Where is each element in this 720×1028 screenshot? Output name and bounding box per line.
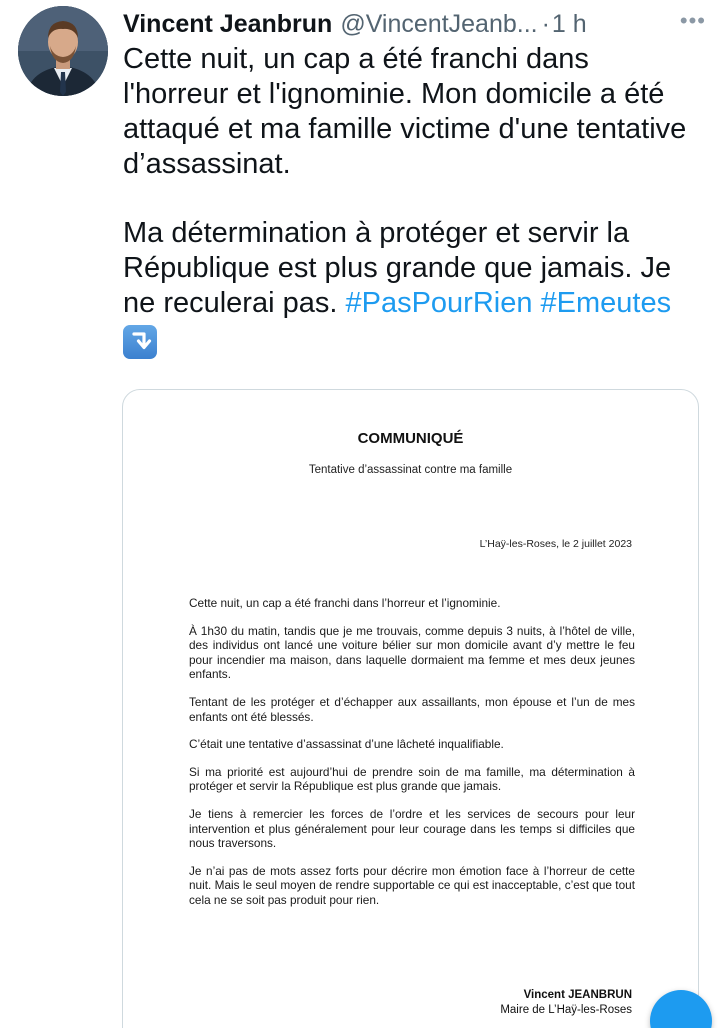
tweet-paragraph-2 xyxy=(123,216,693,321)
document-place-date: L’Haÿ-les-Roses, le 2 juillet 2023 xyxy=(479,538,632,550)
more-horizontal-icon[interactable]: ••• xyxy=(679,8,706,33)
header-separator: · xyxy=(541,9,550,38)
tweet-header xyxy=(123,8,713,40)
document-title: COMMUNIQUÉ xyxy=(357,430,464,447)
signer-name: Vincent JEANBRUN xyxy=(523,989,632,1001)
avatar-photo xyxy=(18,6,108,96)
document-body xyxy=(189,596,635,921)
document-paragraph: Tentant de les protéger et d’échapper aux assaillants, mon épouse et l’un de mes enfants ont été blessés. xyxy=(189,694,635,724)
tweet-text xyxy=(123,42,693,368)
document-signature-block xyxy=(500,988,632,1018)
author-handle[interactable]: @VincentJeanb... xyxy=(340,9,538,38)
tweet-paragraph-1: Cette nuit, un cap a été franchi dans l'horreur et l'ignominie. Mon domicile a été attaqué et ma famille victime d'une tentative d’assassinat. xyxy=(123,43,687,180)
tweet-paragraph-2-text: Ma détermination à protéger et servir la République est plus grande que jamais. Je ne reculerai pas. xyxy=(123,217,672,319)
attached-document-image[interactable] xyxy=(122,389,699,1028)
document-subtitle: Tentative d’assassinat contre ma famille xyxy=(308,464,513,476)
document-paragraph: Cette nuit, un cap a été franchi dans l’horreur et l’ignominie. xyxy=(189,596,501,610)
document-paragraph: Si ma priorité est aujourd’hui de prendre soin de ma famille, ma détermination à protéger et servir la République est plus grande que jamais. xyxy=(189,764,635,794)
tweet-timestamp[interactable]: 1 h xyxy=(551,9,587,38)
document-paragraph: C’était une tentative d’assassinat d’une lâcheté inqualifiable. xyxy=(189,737,504,752)
document-paragraph: Je n’ai pas de mots assez forts pour décrire mon émotion face à l’horreur de cette nuit. Mais le seul moyen de rendre supportable ce qui est inacceptable, c’est que tout cela ne se soit pas produit pour rien. xyxy=(189,863,635,907)
author-name[interactable]: Vincent Jeanbrun xyxy=(123,9,333,38)
author-avatar[interactable] xyxy=(18,6,108,96)
arrow-down-right-emoji-icon xyxy=(123,325,157,359)
hashtag-link-paspourrien[interactable]: #PasPourRien xyxy=(345,287,533,319)
document-paragraph: Je tiens à remercier les forces de l’ordre et les services de secours pour leur intervention et plus généralement pour leur courage dans les temps si difficiles que nous traversons. xyxy=(189,806,635,851)
document-paragraph: À 1h30 du matin, tandis que je me trouvais, comme depuis 3 nuits, à l’hôtel de ville, des individus ont lancé une voiture bélier sur mon domicile avant d’y mettre le feu pour incendier ma maison, dans laquelle dormaient ma femme et mes deux jeunes enfants. xyxy=(189,623,635,682)
signer-role: Maire de L’Haÿ-les-Roses xyxy=(500,1004,632,1016)
hashtag-link-emeutes[interactable]: #Emeutes xyxy=(540,287,672,319)
